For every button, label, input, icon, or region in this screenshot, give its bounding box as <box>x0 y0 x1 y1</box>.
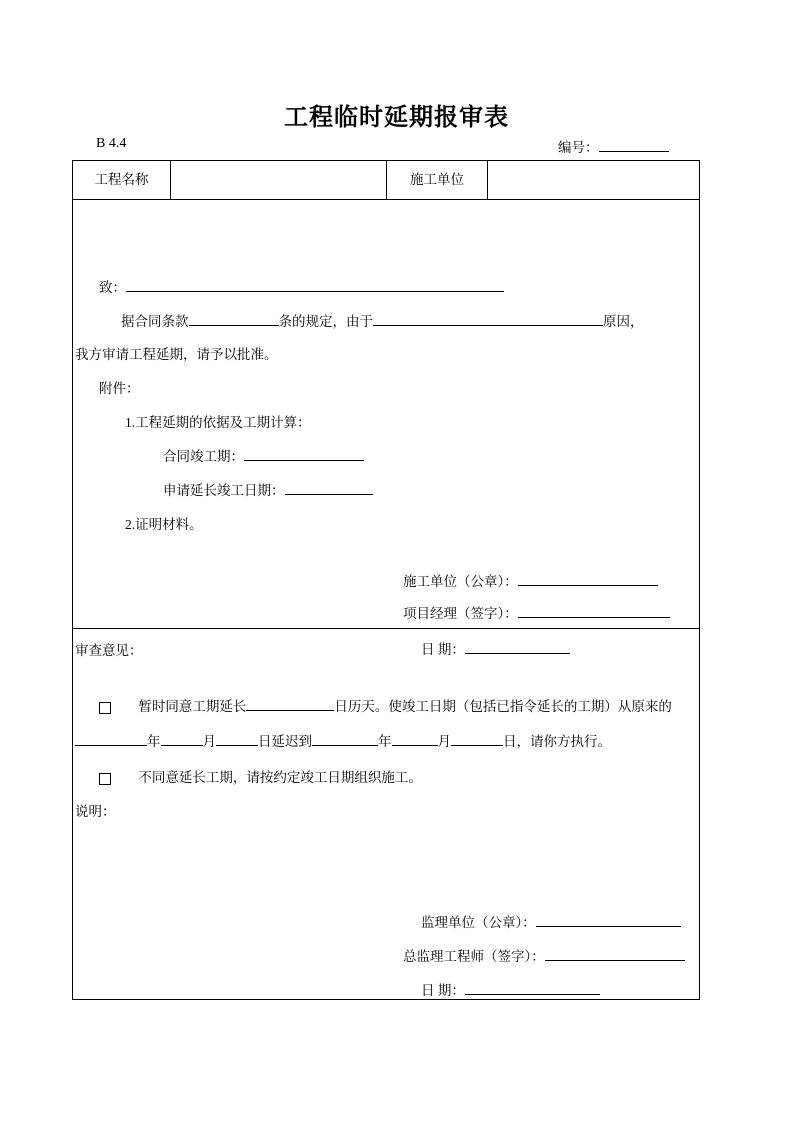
to-year-label: 年 <box>378 734 392 749</box>
from-year-label: 年 <box>147 734 161 749</box>
clause-value-blank[interactable] <box>189 312 279 327</box>
supervisor-unit-label: 监理单位（公章）： <box>421 915 536 930</box>
contract-completion-label: 合同竣工期： <box>163 449 244 464</box>
to-line <box>99 276 504 296</box>
attachment-item-2: 2.证明材料。 <box>125 517 203 532</box>
review-title: 审查意见： <box>75 643 143 658</box>
review-option-1 <box>99 695 672 715</box>
project-manager-blank[interactable] <box>518 604 670 619</box>
reason-value-blank[interactable] <box>373 312 603 327</box>
supervisor-unit-line <box>421 911 681 931</box>
clause-line <box>121 310 644 330</box>
review-date-label: 日 期： <box>421 983 465 998</box>
from-day-blank[interactable] <box>216 732 258 747</box>
apply-extension-label: 申请延长竣工日期： <box>163 483 285 498</box>
option2-text: 不同意延长工期，请按约定竣工日期组织施工。 <box>138 770 422 785</box>
option1-days-blank[interactable] <box>246 697 334 712</box>
review-option-2 <box>99 766 422 786</box>
main-form-table <box>72 160 700 1000</box>
from-year-blank[interactable] <box>75 732 147 747</box>
checkbox-agree-temporary[interactable] <box>99 702 111 714</box>
contractor-label: 施工单位 <box>387 161 488 200</box>
project-name-value[interactable] <box>171 161 387 200</box>
from-month-label: 月 <box>202 734 216 749</box>
option1-mid: 日历天。使竣工日期（包括已指令延长的工期）从原来的 <box>334 699 672 714</box>
from-day-label: 日延迟到 <box>258 734 312 749</box>
review-date-line <box>75 730 611 750</box>
contract-completion-line <box>163 445 364 465</box>
checkbox-disagree-extension[interactable] <box>99 773 111 785</box>
table-row-review <box>73 629 700 1000</box>
contractor-seal-line <box>403 570 658 590</box>
to-year-blank[interactable] <box>312 732 378 747</box>
chief-engineer-line <box>403 945 685 965</box>
review-section <box>73 629 700 1000</box>
contractor-seal-label: 施工单位（公章）： <box>403 574 518 589</box>
review-date-sign-line <box>421 979 600 999</box>
chief-engineer-blank[interactable] <box>545 947 685 962</box>
contractor-value[interactable] <box>488 161 700 200</box>
from-month-blank[interactable] <box>161 732 203 747</box>
contract-completion-blank[interactable] <box>244 447 364 462</box>
project-name-label: 工程名称 <box>73 161 171 200</box>
reason-suffix: 原因， <box>603 314 644 329</box>
applicant-date-label: 日 期： <box>421 642 465 657</box>
to-month-label: 月 <box>437 734 451 749</box>
review-date-blank[interactable] <box>465 981 600 996</box>
apply-extension-line <box>163 479 373 499</box>
serial-number-label <box>558 136 669 156</box>
to-label: 致： <box>99 280 126 295</box>
attachment-label: 附件： <box>99 381 140 396</box>
clause-prefix: 据合同条款 <box>121 314 189 329</box>
table-row-header <box>73 161 700 200</box>
form-code: B 4.4 <box>96 136 127 151</box>
serial-number-blank[interactable] <box>599 138 669 153</box>
to-month-blank[interactable] <box>392 732 438 747</box>
project-manager-sign-line <box>403 602 670 622</box>
to-value-blank[interactable] <box>126 278 504 293</box>
contractor-seal-blank[interactable] <box>518 572 658 587</box>
page-title: 工程临时延期报审表 <box>284 105 509 131</box>
clause-suffix: 条的规定，由于 <box>278 314 373 329</box>
attachment-item-1: 1.工程延期的依据及工期计算： <box>125 415 311 430</box>
chief-engineer-label: 总监理工程师（签字）： <box>403 949 545 964</box>
note-label: 说明： <box>75 804 116 819</box>
serial-number-text: 编号： <box>558 140 599 155</box>
request-line: 我方审请工程延期，请予以批准。 <box>75 347 278 362</box>
apply-extension-blank[interactable] <box>285 481 373 496</box>
option1-prefix: 暂时同意工期延长 <box>138 699 247 714</box>
to-day-label: 日，请你方执行。 <box>503 734 611 749</box>
supervisor-unit-blank[interactable] <box>536 913 681 928</box>
table-row-applicant <box>73 200 700 629</box>
to-day-blank[interactable] <box>451 732 503 747</box>
project-manager-label: 项目经理（签字）： <box>403 606 518 621</box>
